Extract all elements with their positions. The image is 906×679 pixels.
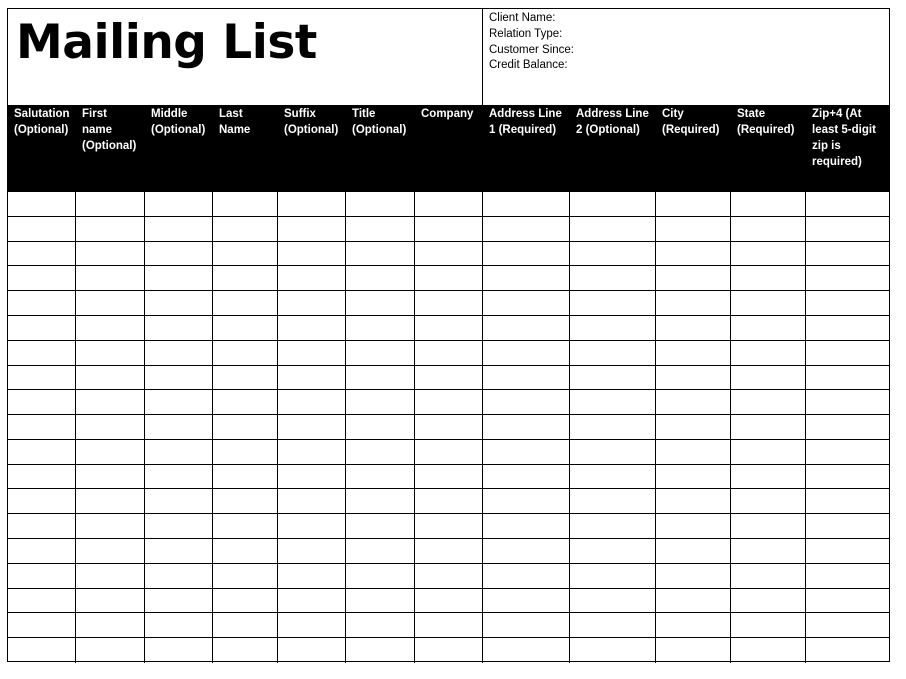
table-cell[interactable] [278, 489, 346, 513]
table-cell[interactable] [278, 390, 346, 414]
table-row [8, 465, 889, 490]
table-cell[interactable] [806, 514, 891, 538]
table-cell[interactable] [8, 366, 76, 390]
table-cell[interactable] [483, 316, 570, 340]
table-cell[interactable] [731, 539, 806, 563]
table-cell[interactable] [570, 514, 656, 538]
table-cell[interactable] [346, 390, 415, 414]
table-row [8, 266, 889, 291]
table-cell[interactable] [213, 390, 278, 414]
table-cell[interactable] [145, 192, 213, 216]
table-cell[interactable] [483, 489, 570, 513]
table-cell[interactable] [483, 589, 570, 613]
table-cell[interactable] [731, 613, 806, 637]
table-cell[interactable] [731, 489, 806, 513]
client-info-label: Relation Type: [489, 27, 563, 40]
table-cell[interactable] [76, 341, 145, 365]
table-cell[interactable] [570, 465, 656, 489]
table-cell[interactable] [415, 390, 483, 414]
table-cell[interactable] [570, 316, 656, 340]
table-cell[interactable] [656, 489, 731, 513]
table-cell[interactable] [483, 341, 570, 365]
table-cell[interactable] [731, 390, 806, 414]
table-cell[interactable] [570, 242, 656, 266]
table-cell[interactable] [8, 564, 76, 588]
table-cell[interactable] [731, 291, 806, 315]
table-cell[interactable] [483, 266, 570, 290]
table-cell[interactable] [415, 415, 483, 439]
table-cell[interactable] [806, 440, 891, 464]
table-cell[interactable] [76, 589, 145, 613]
table-cell[interactable] [570, 390, 656, 414]
table-cell[interactable] [731, 217, 806, 241]
table-cell[interactable] [806, 291, 891, 315]
table-cell[interactable] [76, 291, 145, 315]
table-cell[interactable] [346, 217, 415, 241]
column-header: Title (Optional) [352, 108, 407, 136]
table-cell[interactable] [656, 390, 731, 414]
table-cell[interactable] [8, 217, 76, 241]
table-cell[interactable] [8, 514, 76, 538]
column-header: Zip+4 (At least 5-digit zip is required) [812, 108, 876, 168]
table-cell[interactable] [213, 514, 278, 538]
table-cell[interactable] [806, 242, 891, 266]
table-cell[interactable] [806, 589, 891, 613]
table-cell[interactable] [570, 217, 656, 241]
table-cell[interactable] [483, 390, 570, 414]
table-cell[interactable] [8, 613, 76, 637]
client-info-label: Customer Since: [489, 43, 575, 56]
table-cell[interactable] [213, 217, 278, 241]
table-cell[interactable] [731, 341, 806, 365]
table-cell[interactable] [656, 366, 731, 390]
table-cell[interactable] [656, 613, 731, 637]
table-cell[interactable] [483, 613, 570, 637]
table-row [8, 341, 889, 366]
table-cell[interactable] [213, 291, 278, 315]
table-cell[interactable] [8, 291, 76, 315]
table-cell[interactable] [731, 192, 806, 216]
table-cell[interactable] [213, 366, 278, 390]
table-cell[interactable] [76, 217, 145, 241]
column-header: Company [421, 108, 474, 120]
table-cell[interactable] [806, 489, 891, 513]
client-info-field[interactable] [489, 27, 574, 43]
table-cell[interactable] [213, 242, 278, 266]
table-cell[interactable] [806, 564, 891, 588]
table-cell[interactable] [570, 638, 656, 663]
table-cell[interactable] [8, 341, 76, 365]
table-cell[interactable] [656, 242, 731, 266]
table-cell[interactable] [731, 638, 806, 663]
table-cell[interactable] [483, 465, 570, 489]
table-cell[interactable] [806, 638, 891, 663]
table-cell[interactable] [806, 613, 891, 637]
mailing-list-table-body [8, 192, 889, 661]
table-cell[interactable] [806, 539, 891, 563]
table-cell[interactable] [415, 316, 483, 340]
table-cell[interactable] [213, 341, 278, 365]
table-row [8, 638, 889, 663]
table-cell[interactable] [570, 489, 656, 513]
table-cell[interactable] [145, 242, 213, 266]
table-cell[interactable] [415, 192, 483, 216]
table-cell[interactable] [346, 366, 415, 390]
table-row [8, 514, 889, 539]
table-cell[interactable] [483, 291, 570, 315]
table-cell[interactable] [145, 341, 213, 365]
table-cell[interactable] [278, 465, 346, 489]
table-cell[interactable] [483, 366, 570, 390]
table-cell[interactable] [278, 192, 346, 216]
table-cell[interactable] [346, 341, 415, 365]
table-cell[interactable] [415, 638, 483, 663]
table-cell[interactable] [731, 514, 806, 538]
table-cell[interactable] [346, 415, 415, 439]
table-cell[interactable] [806, 192, 891, 216]
table-cell[interactable] [806, 415, 891, 439]
table-cell[interactable] [8, 390, 76, 414]
column-header: First name (Optional) [82, 108, 137, 152]
table-cell[interactable] [8, 539, 76, 563]
table-cell[interactable] [8, 415, 76, 439]
table-row [8, 390, 889, 415]
table-cell[interactable] [213, 266, 278, 290]
table-cell[interactable] [570, 415, 656, 439]
table-cell[interactable] [415, 291, 483, 315]
table-cell[interactable] [656, 316, 731, 340]
table-cell[interactable] [145, 514, 213, 538]
table-cell[interactable] [76, 489, 145, 513]
table-cell[interactable] [570, 192, 656, 216]
table-cell[interactable] [656, 514, 731, 538]
table-cell[interactable] [145, 217, 213, 241]
table-cell[interactable] [145, 291, 213, 315]
table-cell[interactable] [76, 192, 145, 216]
table-cell[interactable] [806, 217, 891, 241]
table-cell[interactable] [278, 539, 346, 563]
table-row [8, 217, 889, 242]
column-header: City (Required) [662, 108, 720, 136]
table-cell[interactable] [656, 564, 731, 588]
table-row [8, 589, 889, 614]
table-cell[interactable] [145, 415, 213, 439]
table-cell[interactable] [76, 514, 145, 538]
table-cell[interactable] [8, 638, 76, 663]
table-cell[interactable] [76, 415, 145, 439]
table-cell[interactable] [8, 316, 76, 340]
table-cell[interactable] [346, 192, 415, 216]
table-cell[interactable] [483, 242, 570, 266]
table-row [8, 440, 889, 465]
table-cell[interactable] [731, 440, 806, 464]
table-cell[interactable] [415, 539, 483, 563]
table-cell[interactable] [806, 366, 891, 390]
table-row [8, 192, 889, 217]
table-cell[interactable] [415, 242, 483, 266]
table-cell[interactable] [731, 415, 806, 439]
table-cell[interactable] [483, 192, 570, 216]
table-cell[interactable] [278, 266, 346, 290]
table-cell[interactable] [8, 489, 76, 513]
column-header: Salutation (Optional) [14, 108, 70, 136]
table-cell[interactable] [346, 291, 415, 315]
table-cell[interactable] [213, 638, 278, 663]
table-cell[interactable] [346, 589, 415, 613]
page-title: Mailing List [16, 15, 317, 70]
table-cell[interactable] [213, 192, 278, 216]
table-row [8, 564, 889, 589]
table-cell[interactable] [806, 465, 891, 489]
table-cell[interactable] [76, 564, 145, 588]
table-cell[interactable] [483, 564, 570, 588]
table-cell[interactable] [278, 514, 346, 538]
table-cell[interactable] [483, 415, 570, 439]
table-cell[interactable] [415, 613, 483, 637]
table-cell[interactable] [8, 589, 76, 613]
table-row [8, 415, 889, 440]
table-cell[interactable] [415, 589, 483, 613]
table-cell[interactable] [731, 242, 806, 266]
table-cell[interactable] [483, 539, 570, 563]
table-cell[interactable] [731, 465, 806, 489]
table-cell[interactable] [213, 589, 278, 613]
column-header: Address Line 1 (Required) [489, 108, 562, 136]
table-cell[interactable] [415, 341, 483, 365]
table-cell[interactable] [145, 390, 213, 414]
table-cell[interactable] [76, 638, 145, 663]
table-cell[interactable] [415, 465, 483, 489]
table-cell[interactable] [8, 192, 76, 216]
table-cell[interactable] [570, 564, 656, 588]
table-cell[interactable] [8, 465, 76, 489]
table-cell[interactable] [346, 266, 415, 290]
table-cell[interactable] [278, 366, 346, 390]
table-cell[interactable] [656, 266, 731, 290]
table-cell[interactable] [278, 589, 346, 613]
table-cell[interactable] [8, 242, 76, 266]
table-cell[interactable] [76, 366, 145, 390]
table-cell[interactable] [483, 638, 570, 663]
table-cell[interactable] [76, 390, 145, 414]
table-cell[interactable] [213, 316, 278, 340]
table-row [8, 366, 889, 391]
table-cell[interactable] [806, 341, 891, 365]
table-cell[interactable] [76, 266, 145, 290]
table-cell[interactable] [570, 266, 656, 290]
client-info-list [489, 11, 574, 74]
table-cell[interactable] [656, 291, 731, 315]
table-cell[interactable] [415, 514, 483, 538]
table-cell[interactable] [346, 638, 415, 663]
table-row [8, 242, 889, 267]
table-cell[interactable] [656, 341, 731, 365]
table-cell[interactable] [145, 589, 213, 613]
table-cell[interactable] [346, 440, 415, 464]
table-cell[interactable] [213, 415, 278, 439]
table-cell[interactable] [570, 366, 656, 390]
table-cell[interactable] [278, 242, 346, 266]
table-cell[interactable] [76, 242, 145, 266]
table-header-row [8, 105, 889, 192]
table-cell[interactable] [278, 291, 346, 315]
table-cell[interactable] [8, 266, 76, 290]
table-cell[interactable] [145, 613, 213, 637]
table-cell[interactable] [76, 316, 145, 340]
column-header: Middle (Optional) [151, 108, 206, 136]
table-cell[interactable] [731, 366, 806, 390]
table-cell[interactable] [415, 564, 483, 588]
client-info-field[interactable] [489, 11, 574, 27]
table-cell[interactable] [278, 415, 346, 439]
table-cell[interactable] [806, 390, 891, 414]
table-cell[interactable] [213, 613, 278, 637]
table-cell[interactable] [731, 266, 806, 290]
table-cell[interactable] [806, 316, 891, 340]
table-cell[interactable] [656, 539, 731, 563]
table-cell[interactable] [213, 489, 278, 513]
table-cell[interactable] [76, 539, 145, 563]
table-cell[interactable] [570, 589, 656, 613]
client-info-field[interactable] [489, 58, 574, 74]
table-cell[interactable] [278, 217, 346, 241]
table-cell[interactable] [76, 613, 145, 637]
table-cell[interactable] [346, 465, 415, 489]
table-cell[interactable] [415, 489, 483, 513]
table-row [8, 291, 889, 316]
table-cell[interactable] [278, 341, 346, 365]
table-cell[interactable] [145, 266, 213, 290]
table-cell[interactable] [570, 613, 656, 637]
table-cell[interactable] [346, 514, 415, 538]
table-cell[interactable] [145, 564, 213, 588]
table-cell[interactable] [656, 638, 731, 663]
table-cell[interactable] [731, 564, 806, 588]
table-cell[interactable] [570, 341, 656, 365]
table-cell[interactable] [278, 613, 346, 637]
column-header: Last Name [219, 108, 251, 136]
table-cell[interactable] [145, 366, 213, 390]
client-info-field[interactable] [489, 43, 574, 59]
table-cell[interactable] [213, 564, 278, 588]
table-cell[interactable] [415, 440, 483, 464]
table-cell[interactable] [278, 316, 346, 340]
table-cell[interactable] [415, 366, 483, 390]
column-header: Address Line 2 (Optional) [576, 108, 649, 136]
table-cell[interactable] [415, 217, 483, 241]
table-cell[interactable] [483, 514, 570, 538]
table-cell[interactable] [570, 291, 656, 315]
client-info-label: Credit Balance: [489, 59, 568, 72]
table-cell[interactable] [656, 217, 731, 241]
column-header: Suffix (Optional) [284, 108, 339, 136]
table-cell[interactable] [145, 440, 213, 464]
table-cell[interactable] [145, 489, 213, 513]
table-cell[interactable] [346, 539, 415, 563]
column-header: State (Required) [737, 108, 795, 136]
table-cell[interactable] [278, 638, 346, 663]
table-cell[interactable] [213, 539, 278, 563]
table-cell[interactable] [483, 440, 570, 464]
table-cell[interactable] [346, 489, 415, 513]
table-row [8, 489, 889, 514]
table-cell[interactable] [76, 440, 145, 464]
table-cell[interactable] [483, 217, 570, 241]
title-cell [8, 9, 483, 105]
table-cell[interactable] [278, 440, 346, 464]
table-cell[interactable] [76, 465, 145, 489]
table-cell[interactable] [570, 539, 656, 563]
client-info-panel [483, 9, 889, 105]
table-cell[interactable] [145, 638, 213, 663]
table-cell[interactable] [346, 242, 415, 266]
table-cell[interactable] [145, 316, 213, 340]
table-row [8, 539, 889, 564]
table-cell[interactable] [278, 564, 346, 588]
table-cell[interactable] [346, 613, 415, 637]
mailing-list-sheet [7, 8, 890, 662]
table-cell[interactable] [8, 440, 76, 464]
client-info-label: Client Name: [489, 12, 556, 24]
table-cell[interactable] [213, 465, 278, 489]
table-cell[interactable] [731, 589, 806, 613]
table-cell[interactable] [213, 440, 278, 464]
table-cell[interactable] [570, 440, 656, 464]
table-cell[interactable] [656, 192, 731, 216]
table-cell[interactable] [656, 465, 731, 489]
table-cell[interactable] [656, 415, 731, 439]
table-row [8, 316, 889, 341]
table-cell[interactable] [415, 266, 483, 290]
table-cell[interactable] [145, 539, 213, 563]
table-cell[interactable] [806, 266, 891, 290]
table-cell[interactable] [145, 465, 213, 489]
table-row [8, 613, 889, 638]
table-cell[interactable] [346, 564, 415, 588]
table-cell[interactable] [656, 589, 731, 613]
table-cell[interactable] [346, 316, 415, 340]
table-cell[interactable] [731, 316, 806, 340]
table-cell[interactable] [656, 440, 731, 464]
